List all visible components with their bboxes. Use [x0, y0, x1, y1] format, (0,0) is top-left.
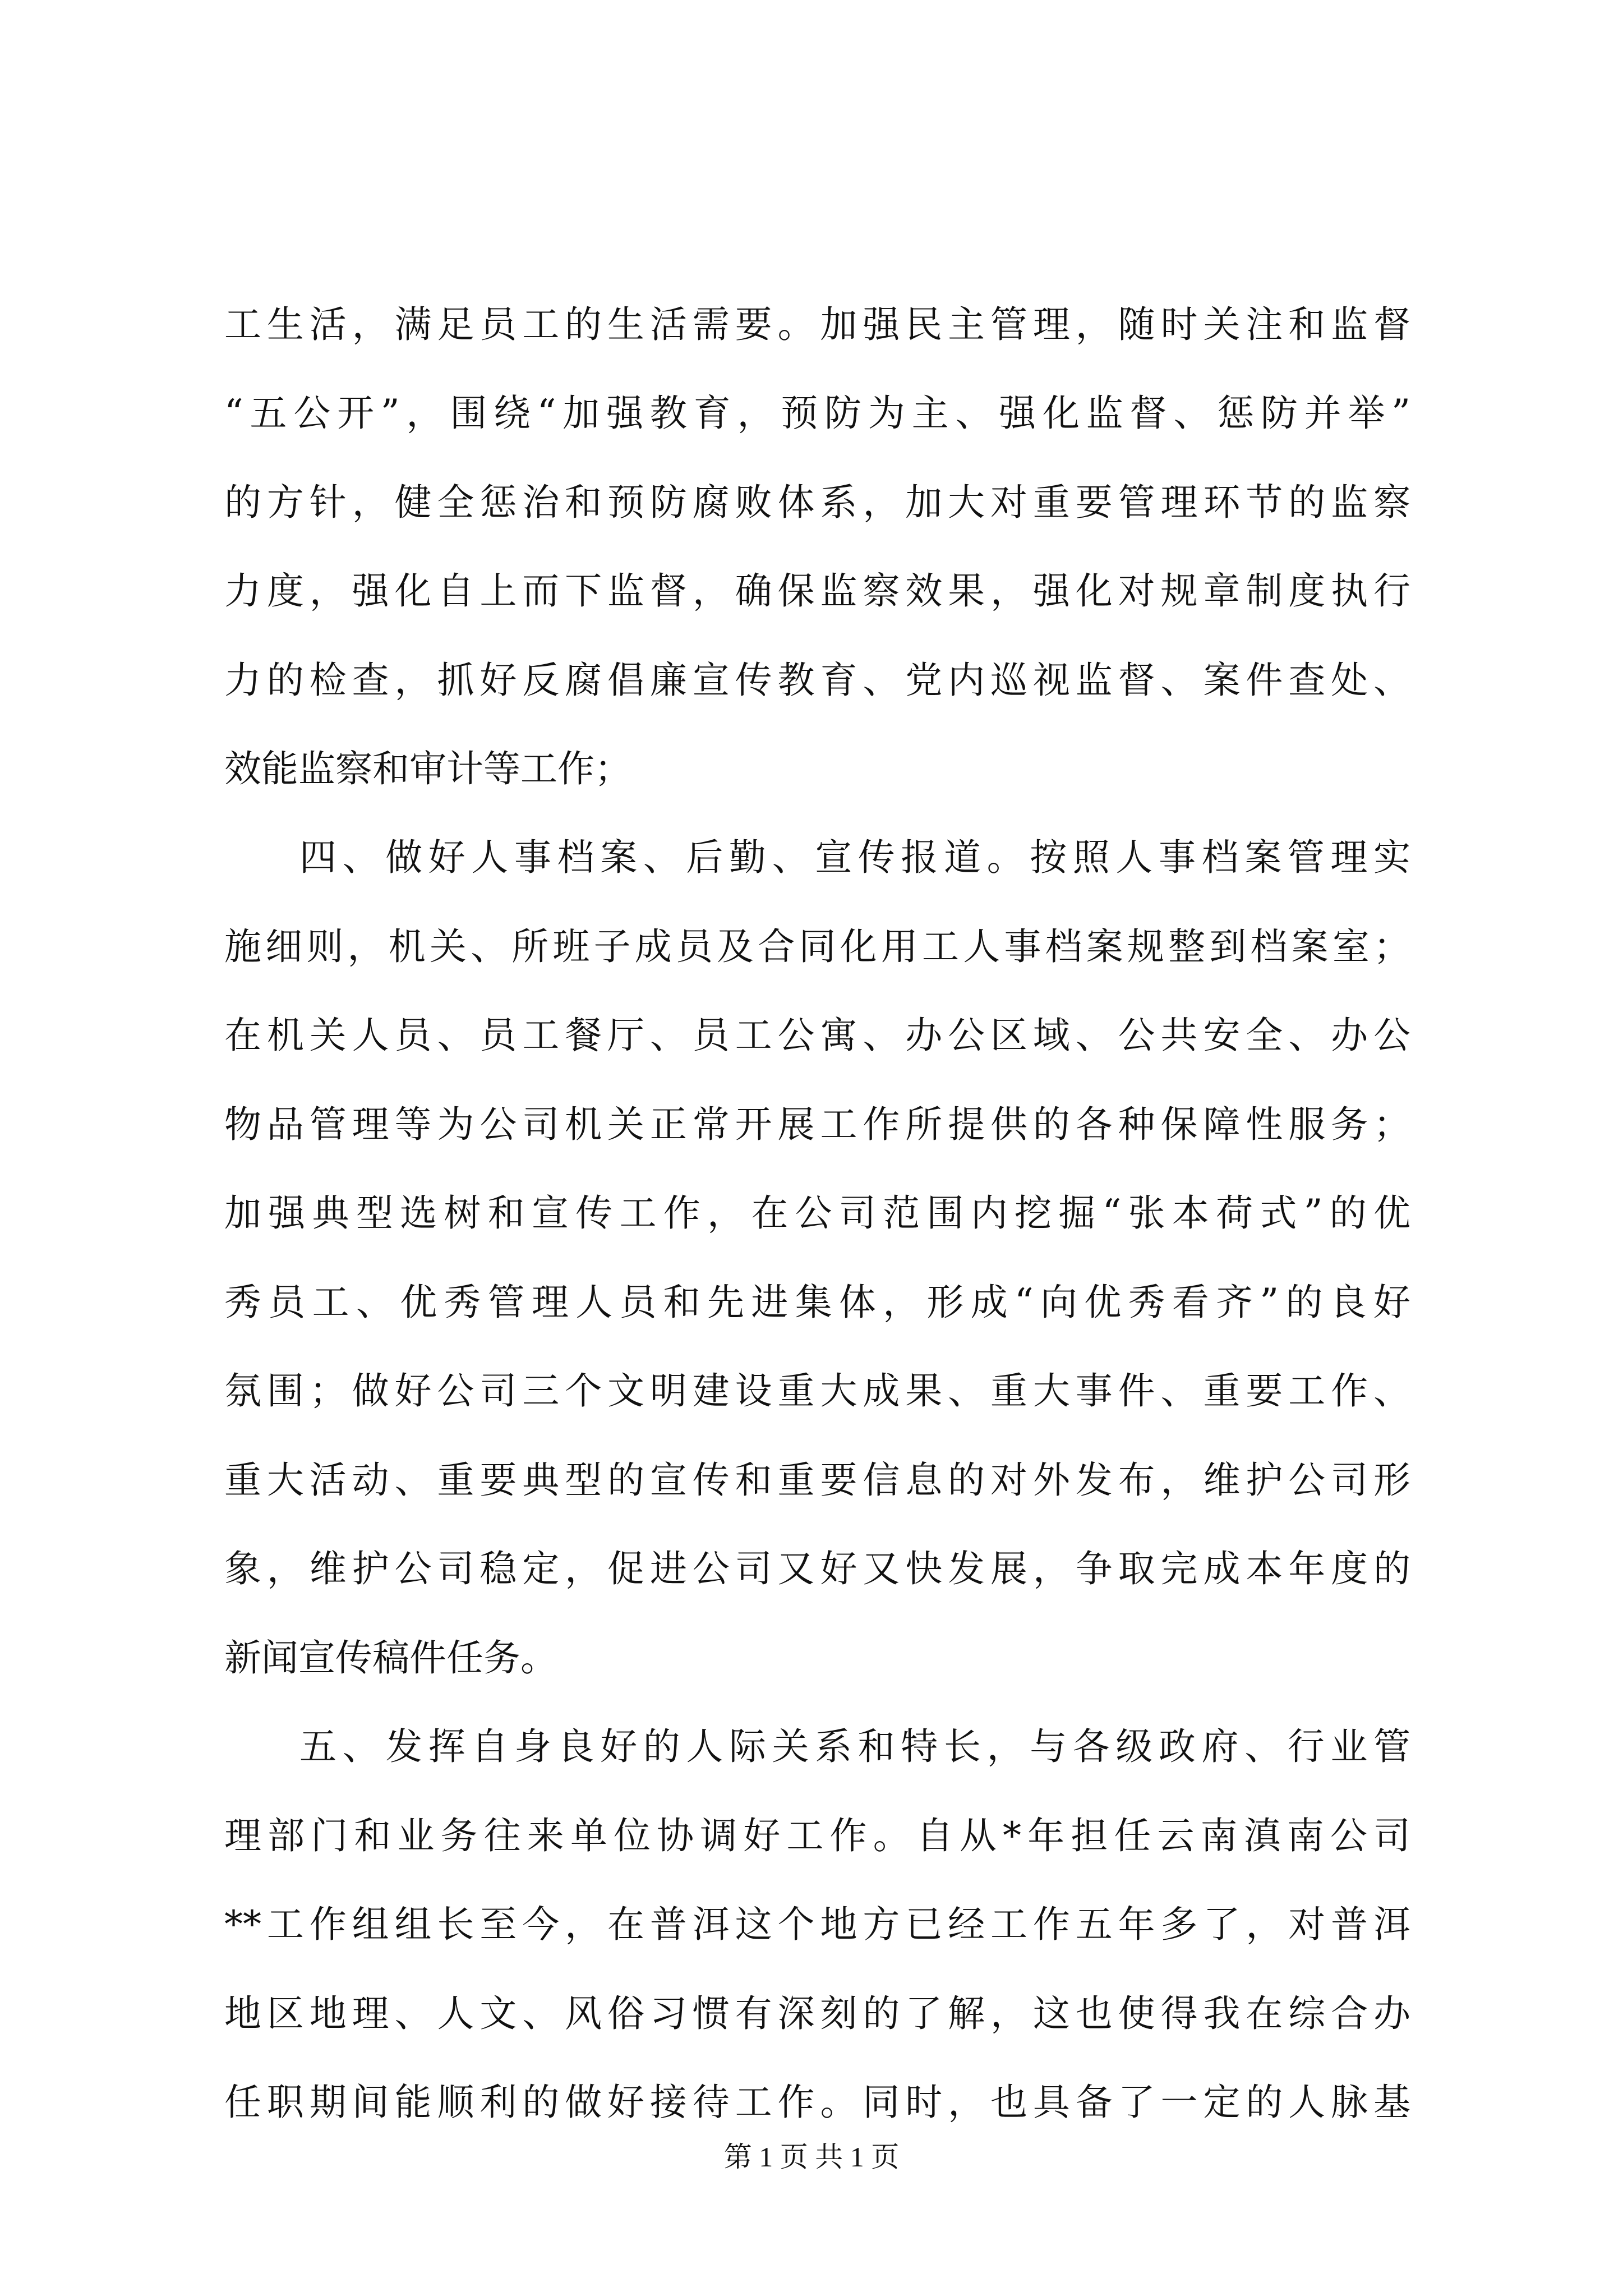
- text-line: 力度，强化自上而下监督，确保监察效果，强化对规章制度执行: [224, 569, 1410, 613]
- text-line: 在机关人员、员工餐厅、员工公寓、办公区域、公共安全、办公: [224, 1014, 1410, 1057]
- text-line: 物品管理等为公司机关正常开展工作所提供的各种保障性服务；: [224, 1103, 1410, 1146]
- text-line: 的方针，健全惩治和预防腐败体系，加大对重要管理环节的监察: [224, 481, 1410, 524]
- page-footer: 第 1 页 共 1 页: [723, 2141, 900, 2173]
- text-line: 新闻宣传稿件任务。: [224, 1636, 557, 1680]
- text-line: 象，维护公司稳定，促进公司又好又快发展，争取完成本年度的: [224, 1547, 1410, 1590]
- text-line: **工作组组长至今，在普洱这个地方已经工作五年多了，对普洱: [224, 1903, 1410, 1946]
- text-line: 四、做好人事档案、后勤、宣传报道。按照人事档案管理实: [299, 836, 1410, 879]
- text-line: 工生活，满足员工的生活需要。加强民主管理，随时关注和监督: [224, 303, 1410, 346]
- text-line: 理部门和业务往来单位协调好工作。自从*年担任云南滇南公司: [224, 1814, 1410, 1857]
- text-line: 五、发挥自身良好的人际关系和特长，与各级政府、行业管: [299, 1725, 1410, 1768]
- text-line: 氛围；做好公司三个文明建设重大成果、重大事件、重要工作、: [224, 1369, 1410, 1412]
- text-line: 重大活动、重要典型的宣传和重要信息的对外发布，维护公司形: [224, 1458, 1410, 1502]
- text-line: 任职期间能顺利的做好接待工作。同时，也具备了一定的人脉基: [224, 2081, 1410, 2124]
- text-line: 力的检查，抓好反腐倡廉宣传教育、党内巡视监督、案件查处、: [224, 659, 1410, 702]
- text-line: 加强典型选树和宣传工作，在公司范围内挖掘“张本荷式”的优: [224, 1191, 1410, 1235]
- text-line: 地区地理、人文、风俗习惯有深刻的了解，这也使得我在综合办: [224, 1992, 1410, 2035]
- text-line: 施细则，机关、所班子成员及合同化用工人事档案规整到档案室；: [224, 925, 1410, 968]
- text-line: 效能监察和审计等工作；: [224, 747, 631, 790]
- text-line: “五公开”，围绕“加强教育，预防为主、强化监督、惩防并举”: [224, 392, 1410, 435]
- text-line: 秀员工、优秀管理人员和先进集体，形成“向优秀看齐”的良好: [224, 1281, 1410, 1324]
